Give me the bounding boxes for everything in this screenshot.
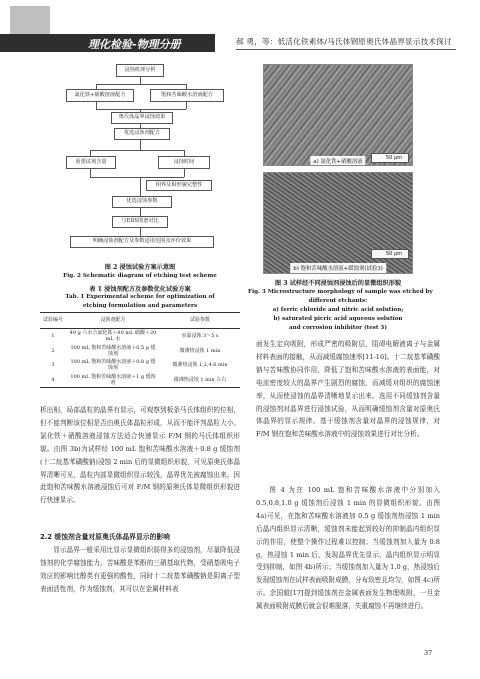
- right-paragraph-2: [256, 484, 440, 613]
- header-rule: [236, 49, 456, 50]
- micrograph-b-label: b) 饱和苦味酸水溶液+缓蚀剂(试验3): [290, 263, 386, 273]
- micrograph-b: [263, 172, 413, 274]
- table-row: [40, 373, 240, 388]
- table-header-cell: 试验参数: [189, 317, 210, 324]
- table-cell: 100 mL 饱和苦味酸水溶液＋1 g 缓蚀剂: [70, 373, 156, 386]
- table-row: [40, 344, 240, 359]
- micrograph-a-label: a) 氯化铁+硝酸溶液: [310, 156, 365, 166]
- table-header-cell: 浸蚀剂配方: [100, 317, 126, 324]
- body-text: 图 4 为在 100 mL 饱和苦味酸水溶液中分别加入 0.5,0.8,1.0 g 缓蚀剂后浸蚀 1 min 的显微组织形貌。由图 4a)可见，在饱和苦味酸水溶液加 0.5 g 缓蚀剂热浸蚀 1 min 后晶内组织显示清晰，缓蚀剂未能起到较好的抑制晶内组织显示的作用，使整个操作过程难以控制；当缓蚀剂加入量为 0.8 g，热浸蚀 1 min 后，发现晶界优先显示，晶内组织显示明显受到抑制，如图 4b)所示；当缓蚀剂加入量为 1.0 g，热浸蚀后发现缓蚀剂在试样表面吸附成膜，分布致密且均匀，如图 4c)所示。余国毅[17]提到缓蚀剂在金属表面发生物理吸附，一旦金属表面吸附成膜后就会很难脱落，失重腐蚀不再继续进行。: [256, 486, 440, 611]
- fig3-caption-en: Fig. 3 Microstructure morphology of sample was etched by: [248, 289, 433, 295]
- journal-logo: [0, 0, 215, 56]
- flow-node-grain-effect: 奥氏体晶界浸蚀效果: [111, 112, 173, 124]
- right-paragraph-1: [256, 338, 440, 441]
- table-row: [40, 358, 240, 373]
- flow-connector: [140, 208, 141, 216]
- table1-title-zh: 表 1 浸蚀剂配方及参数优化试验方案: [89, 286, 191, 293]
- flow-connector: [184, 169, 185, 177]
- left-paragraph-1: [40, 404, 240, 507]
- table-cell: 1: [51, 333, 55, 340]
- flow-connector: [90, 177, 184, 178]
- table-cell: 4: [51, 376, 55, 383]
- flow-connector: [140, 228, 141, 236]
- flow-node-eds: 与EDS图谱对比: [112, 216, 168, 228]
- page-number: 37: [424, 649, 433, 657]
- flow-connector: [140, 77, 141, 84]
- section-heading: 2.2 缓蚀剂含量对原奥氏体晶界显示的影响: [40, 533, 170, 541]
- table-cell: 100 mL 饱和苦味酸水溶液＋0.5 g 缓蚀剂: [70, 344, 156, 357]
- logo-bar: [0, 34, 215, 52]
- table-cell: 微沸热浸蚀 1 min 左右: [173, 376, 227, 383]
- table-header-row: [40, 313, 240, 329]
- flow-connector: [96, 102, 97, 109]
- flow-node-analysis: 浸蚀机理分析: [116, 64, 164, 77]
- table-cell: 微沸热浸蚀 1 min: [179, 347, 221, 354]
- logo-text: 理化检验-物理分册: [88, 38, 181, 51]
- table-cell: 室温浸蚀 3～5 s: [181, 333, 219, 340]
- flow-node-optimize: 优选浸蚀剂配方: [114, 128, 170, 140]
- fig2-caption-zh: 图 2 浸蚀试验方案示意图: [104, 264, 176, 271]
- flow-connector: [90, 150, 184, 151]
- fig2-caption-en: Fig. 2 Schematic diagram of etching test scheme: [63, 273, 217, 279]
- fig3-caption-en: and corrosion inhibitor (test 3): [289, 325, 387, 331]
- table-cell: 100 mL 饱和苦味酸水溶液＋0.8 g 缓蚀剂: [70, 359, 156, 372]
- fig3-caption-zh: 图 3 试样经不同浸蚀剂浸蚀后的显微组织形貌: [274, 280, 402, 287]
- scale-bar: 50 μm: [371, 153, 409, 163]
- fig3-caption-en: b) saturated picric acid aqueous solution: [273, 316, 403, 322]
- table-header-cell: 试验编号: [42, 317, 63, 324]
- table-cell: 40 g 六水合氯化铁＋80 mL 硝酸＋20 mL 水: [69, 330, 157, 343]
- flow-connector: [96, 109, 186, 110]
- flow-node-ferric: 氯化铁+硝酸溶液配方: [66, 89, 134, 102]
- flow-connector: [90, 169, 91, 177]
- body-text: 析出相，局部晶粒的晶界有显示，可观察到板条马氏体组织的位相，但不能判断该位相是否由奥氏体晶粒形成，从而不能评判晶粒大小。氯化铁＋硝酸溶液浸蚀方法适合快速显示 F/M 钢的马氏体组织形貌。由图 3b)为试样经 100 mL 饱和苦味酸水溶液＋0.8 g 缓蚀剂(十二烷基苯磺酸钠)浸蚀 2 min 后的显微组织形貌，可见原奥氏体晶界清晰可见，晶粒内部显微组织显示较浅，晶界优先被腐蚀出来。因此饱和苦味酸水溶液浸蚀后可对 F/M 钢的原奥氏体显微组织形貌进行快速显示。: [40, 406, 240, 505]
- left-paragraph-2: [40, 544, 240, 596]
- table-cell: 2: [51, 347, 55, 354]
- flow-node-picric: 饱和苦味酸水溶液配方: [150, 89, 224, 102]
- table-cell: 3: [51, 362, 55, 369]
- table1-title-en-1: Tab. 1 Experimental scheme for optimization of: [65, 294, 215, 300]
- flow-node-conclusion: 明确浸蚀剂配方及参数适用范围及评价效果: [70, 236, 214, 248]
- etching-scheme-table: [40, 312, 240, 388]
- flow-node-verify: 相界及相形貌完整性: [146, 180, 212, 191]
- flow-node-key-params: 重要试剂含量: [66, 156, 116, 169]
- etching-flowchart: [66, 64, 236, 274]
- body-text: 显示晶界一般采用比显示显微组织弱得多的浸蚀剂，尽量降低浸蚀剂的化学腐蚀能力。苦味酸是苯酚的三硝基取代物，受硝基吸电子效应的影响比醇类有更强的酸性，同时十二烷基苯磺酸钠是阴离子型表面活性剂，作为缓蚀剂，其可以在金属材料表: [40, 546, 240, 593]
- flow-connector: [96, 84, 186, 85]
- micrograph-a: [263, 64, 413, 166]
- flow-connector: [140, 177, 141, 196]
- body-text: 面发生定向吸附，形成严密的吸附层，阻碍电解液离子与金属材料表面的接触，从而减缓腐蚀速率[11-16]。十二烷基苯磺酸钠与苦味酸协同作用，降低了饱和苦味酸水溶液的表面能，对电流密度较大的晶界产生剧烈的腐蚀，而减缓对组织的腐蚀速率，从而使浸蚀的晶界清晰地显示出来。选用不同缓蚀剂含量的浸蚀剂对晶界进行浸蚀试验，从而明确缓蚀剂含量对原奥氏体晶界的显示规律。基于缓蚀剂含量对晶界的浸蚀规律，对 F/M 钢在饱和苦味酸水溶液中的浸蚀效果进行对比分析。: [256, 340, 440, 439]
- fig3-caption-en: a) ferric chloride and nitric acid solution;: [272, 307, 404, 313]
- fig3-caption-en: different etchants:: [308, 298, 368, 304]
- flow-node-etch-time: 浸蚀时间: [158, 156, 210, 169]
- flow-connector: [186, 102, 187, 109]
- flow-node-select-params: 优选浸蚀参数: [112, 196, 172, 208]
- table-row: [40, 329, 240, 344]
- scale-bar: 50 μm: [371, 249, 409, 259]
- running-title: 郝 勇，等：低活化铁素体/马氏体钢原奥氏体晶界显示技术探讨: [236, 37, 452, 46]
- table1-title-en-2: etching formulation and parameters: [82, 303, 198, 309]
- flow-connector: [140, 140, 141, 150]
- table-cell: 微沸热浸蚀 1,2,4,6 min: [172, 362, 228, 369]
